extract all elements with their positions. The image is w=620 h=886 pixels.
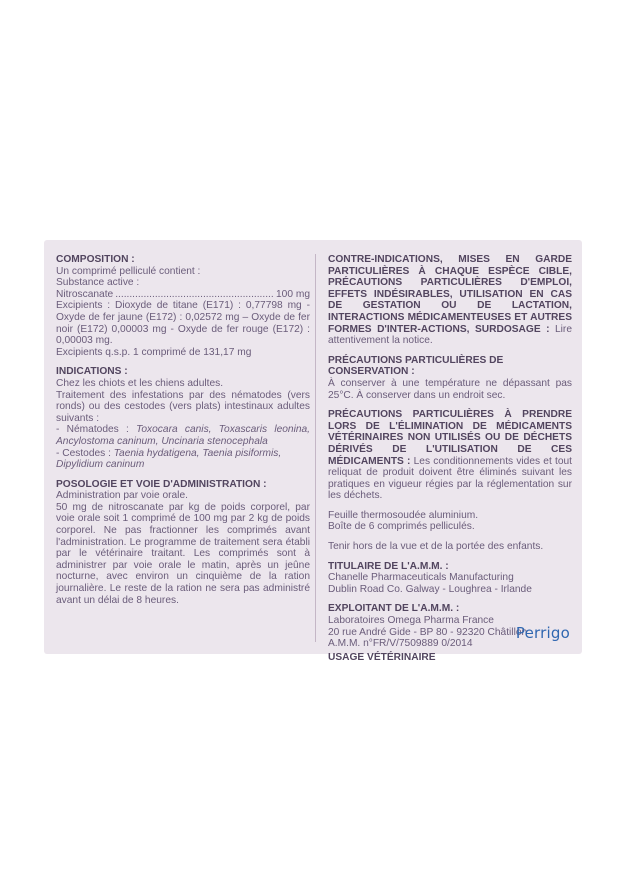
excipients-text: Excipients : Dioxyde de titane (E171) : 0,77798 mg - Oxyde de fer jaune (E172) : 0,02572 mg – Oxyde de fer noir (E172) 0,00003 mg - Oxyde de fer rouge (E172) : 0,00003 mg. (56, 300, 310, 347)
right-column (328, 254, 572, 671)
contre-indications-text: Lire attentivement la notice. (328, 323, 572, 347)
composition-line: Substance active : (56, 277, 140, 289)
child-warning-section (328, 541, 572, 553)
indications-line: Traitement des infestations par des nématodes (vers ronds) ou des cestodes (vers plats) intestinaux adultes suivants : (56, 389, 310, 424)
exploitant-line: Laboratoires Omega Pharma France (328, 615, 494, 627)
titulaire-line: Chanelle Pharmaceuticals Manufacturing (328, 572, 514, 584)
packaging-section (328, 510, 572, 533)
cestodes-species: Taenia hydatigena, Taenia pisiformis, Dipylidium caninum (56, 447, 282, 471)
conservation-section (328, 355, 572, 401)
active-substance-value: 100 mg (276, 288, 310, 300)
dot-leader (115, 289, 274, 301)
packaging-line: Feuille thermosoudée aluminium. (328, 509, 479, 521)
amm-number: A.M.M. n°FR/V/7509889 0/2014 (328, 638, 473, 650)
column-divider (315, 254, 316, 642)
nematodes-species: Toxocara canis, Toxascaris leonina, Ancylostoma caninum, Uncinaria stenocephala (56, 424, 311, 447)
excipients-qsp: Excipients q.s.p. 1 comprimé de 131,17 mg (56, 346, 252, 358)
nematodes-line (56, 424, 310, 447)
active-substance-label: Nitroscanate (56, 288, 114, 300)
elimination-section (328, 409, 572, 502)
child-warning: Tenir hors de la vue et de la portée des enfants. (328, 541, 544, 553)
conservation-text: À conserver à une température ne dépassant pas 25°C. À conserver dans un endroit sec. (328, 377, 572, 401)
elimination-heading: PRÉCAUTIONS PARTICULIÈRES À PRENDRE LORS DE L'ÉLIMINATION DE MÉDICAMENTS VÉTÉRINAIRES NON UTILISÉS OU DE DÉCHETS DÉRIVÉS DE L'UTILISATION DE CES MÉDICAMENTS : (328, 409, 572, 467)
contre-indications-section (328, 254, 572, 347)
titulaire-section (328, 561, 572, 596)
indications-section (56, 366, 310, 470)
indications-title: INDICATIONS : (56, 366, 128, 378)
composition-title: COMPOSITION : (56, 254, 135, 265)
active-substance-row (56, 289, 310, 301)
elimination-paragraph (328, 409, 572, 502)
packaging-line: Boîte de 6 comprimés pelliculés. (328, 521, 475, 533)
indications-line: Chez les chiots et les chiens adultes. (56, 377, 224, 389)
posologie-body: 50 mg de nitroscanate par kg de poids corporel, par voie orale soit 1 comprimé de 100 mg par 2 kg de poids corporel. Ne pas fractionner les comprimés avant l'administration. Le programme de traitement sera établi par le vétérinaire traitant. Les comprimés sont à administrer par voie orale le matin, après un jeûne nocturne, avec environ un cinquième de la ration journalière. Le reste de la ration ne sera pas administré avant un délai de 8 heures. (56, 501, 310, 606)
exploitant-line: 20 rue André Gide - BP 80 - 92320 Châtillon (328, 626, 528, 638)
posologie-section (56, 479, 310, 607)
composition-section (56, 254, 310, 358)
usage-label: USAGE VÉTÉRINAIRE (328, 651, 436, 663)
nematodes-prefix: - Nématodes : (56, 424, 137, 436)
conservation-title: PRÉCAUTIONS PARTICULIÈRES DE CONSERVATION : (328, 354, 504, 378)
leaflet-panel (44, 240, 582, 663)
contre-indications-heading: CONTRE-INDICATIONS, MISES EN GARDE PARTICULIÈRES À CHAQUE ESPÈCE CIBLE, PRÉCAUTIONS PARTICULIÈRES D'EMPLOI, EFFETS INDÉSIRABLES, UTILISATION EN CAS DE GESTATION OU DE LACTATION, INTERACTIONS MÉDICAMENTEUSES ET AUTRES FORMES D'INTER-ACTIONS, SURDOSAGE : (328, 254, 572, 335)
elimination-text: Les conditionnements vides et tout reliquat de produit doivent être éliminés suivant les pratiques en vigueur régies par la réglementation sur les déchets. (328, 455, 573, 502)
left-column (56, 254, 310, 614)
perrigo-logo: Perrigo (515, 624, 570, 642)
contre-indications-paragraph (328, 254, 572, 347)
titulaire-line: Dublin Road Co. Galway - Loughrea - Irlande (328, 583, 532, 595)
composition-line: Un comprimé pelliculé contient : (56, 265, 201, 277)
posologie-line: Administration par voie orale. (56, 490, 188, 502)
cestodes-line (56, 448, 310, 471)
posologie-title: POSOLOGIE ET VOIE D'ADMINISTRATION : (56, 478, 267, 490)
titulaire-title: TITULAIRE DE L'A.M.M. : (328, 560, 449, 572)
exploitant-title: EXPLOITANT DE L'A.M.M. : (328, 603, 460, 615)
cestodes-prefix: - Cestodes : (56, 447, 114, 459)
